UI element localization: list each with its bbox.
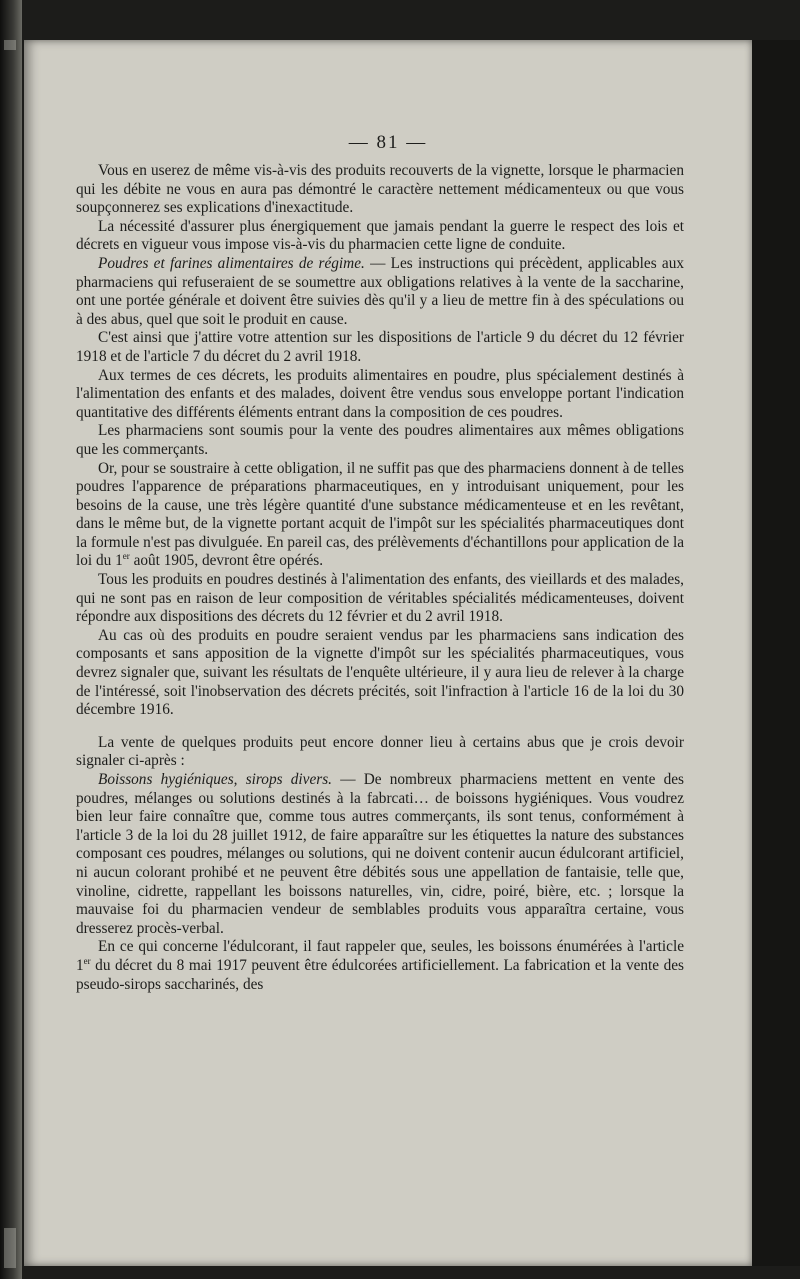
paragraph xyxy=(76,627,684,720)
paragraph xyxy=(76,218,684,255)
paragraph-text: C'est ainsi que j'attire votre attention sur les dispositions de l'article 9 du décret du 12 février 1918 et de l'article 7 du décret du 2 avril 1918. xyxy=(76,329,684,365)
paragraph-text: du décret du 8 mai 1917 peuvent être édulcorées artificiellement. La fabrication et la vente des pseudo-sirops saccharinés, des xyxy=(76,956,684,993)
paragraph-text: — De nombreux pharmaciens mettent en vente des poudres, mélanges ou solutions destinés à la fabrcati… de boissons hygiéniques. Vous voudrez bien leur faire connaître que, comme tous autres commerçants, ils sont tenus, conformément à l'article 3 de la loi du 28 juillet 1912, de faire apparaître sur les étiquettes la nature des substances composant ces poudres, mélanges ou solutions, qui ne doivent contenir aucun édulcorant artificiel, ni aucun colorant prohibé et ne peuvent être débités sous une appellation de fantaisie, telle que, vinoline, cidrette, rappellant les boissons naturelles, vin, cidre, poiré, bière, etc. ; lorsque la mauvaise foi du pharmacien vendeur de semblables produits vous apparaîtra certaine, vous dresserez procès-verbal. xyxy=(76,771,684,937)
book-page xyxy=(24,40,752,1266)
paragraph-text: Au cas où des produits en poudre seraient vendus par les pharmaciens sans indication des composants et sans apposition de la vignette d'impôt sur les spécialités pharmaceutiques, vous devrez signaler que, suivant les résultats de l'enquête ultérieure, il y aura lieu de relever à la charge de l'intéressé, soit l'inobservation des décrets précités, soit l'infraction à l'article 16 de la loi du 30 décembre 1916. xyxy=(76,626,684,719)
spine-mark xyxy=(4,1228,16,1268)
paragraph-text: La nécessité d'assurer plus énergiquement que jamais pendant la guerre le respect des lois et décrets en vigueur vous impose vis-à-vis du pharmacien cette ligne de conduite. xyxy=(76,217,684,254)
body-text xyxy=(76,162,684,994)
paragraph-text: août 1905, devront être opérés. xyxy=(129,552,324,570)
spine-mark xyxy=(4,40,16,50)
paragraph-text: — Les instructions qui précèdent, applicables aux pharmaciens qui refuseraient de se soumettre aux obligations relatives à la vente de la saccharine, ont une portée générale et doivent être suivies dès qu'il y a lieu de mettre fin à des spéculations ou à des abus, quel que soit le produit en cause. xyxy=(76,254,685,328)
paragraph-text: Vous en userez de même vis-à-vis des produits recouverts de la vignette, lorsque le pharmacien qui les débite ne vous en aura pas démontré le caractère nettement médicamenteux ou que vous soupçonnerez ses explications d'inexactitude. xyxy=(76,162,684,217)
paragraph xyxy=(76,162,684,218)
paragraph-text: Tous les produits en poudres destinés à l'alimentation des enfants, des vieillards et des malades, qui ne sont pas en raison de leur composition de véritables spécialités médicamenteuses, doivent répondre aux dispositions des décrets du 12 février et du 2 avril 1918. xyxy=(76,571,684,626)
paragraph xyxy=(76,571,684,627)
paragraph-text: En ce qui concerne l'édulcorant, il faut rappeler que, seules, les boissons énumérées à l'article 1 xyxy=(76,938,684,974)
paragraph xyxy=(76,460,684,572)
paragraph xyxy=(76,422,684,459)
paragraph-text: La vente de quelques produits peut encore donner lieu à certains abus que je crois devoir signaler ci-après : xyxy=(76,733,684,770)
superscript: er xyxy=(83,955,91,966)
section-heading: Poudres et farines alimentaires de régime. xyxy=(98,254,365,272)
paragraph xyxy=(76,734,684,771)
paragraph xyxy=(76,329,684,366)
paragraph-text: Aux termes de ces décrets, les produits alimentaires en poudre, plus spécialement destinés à l'alimentation des enfants et des malades, doivent être vendus sous enveloppe portant l'indication quantitative des différents éléments entrant dans la composition de ces poudres. xyxy=(76,366,684,421)
superscript: er xyxy=(122,551,130,562)
paragraph xyxy=(76,771,684,938)
paragraph-text: Or, pour se soustraire à cette obligation, il ne suffit pas que des pharmaciens donnent à de telles poudres l'apparence de préparations pharmaceutiques, en y introduisant uniquement, pour les besoins de la cause, une très légère quantité d'une substance médicamenteuse et en les revêtant, dans le même but, de la vignette portant acquit de l'impôt sur les spécialités pharmaceutiques dont la formule n'est pas divulguée. En pareil cas, des prélèvements d'échantillons pour application de la loi du 1 xyxy=(76,459,684,570)
paragraph xyxy=(76,367,684,423)
paragraph xyxy=(76,938,684,994)
facing-page-edge xyxy=(0,0,22,1279)
section-heading: Boissons hygiéniques, sirops divers. xyxy=(98,771,332,788)
paragraph-text: Les pharmaciens sont soumis pour la vente des poudres alimentaires aux mêmes obligations que les commerçants. xyxy=(76,422,684,458)
page-number: — 81 — xyxy=(348,132,428,153)
background-edge xyxy=(752,40,800,1266)
paragraph xyxy=(76,255,684,329)
